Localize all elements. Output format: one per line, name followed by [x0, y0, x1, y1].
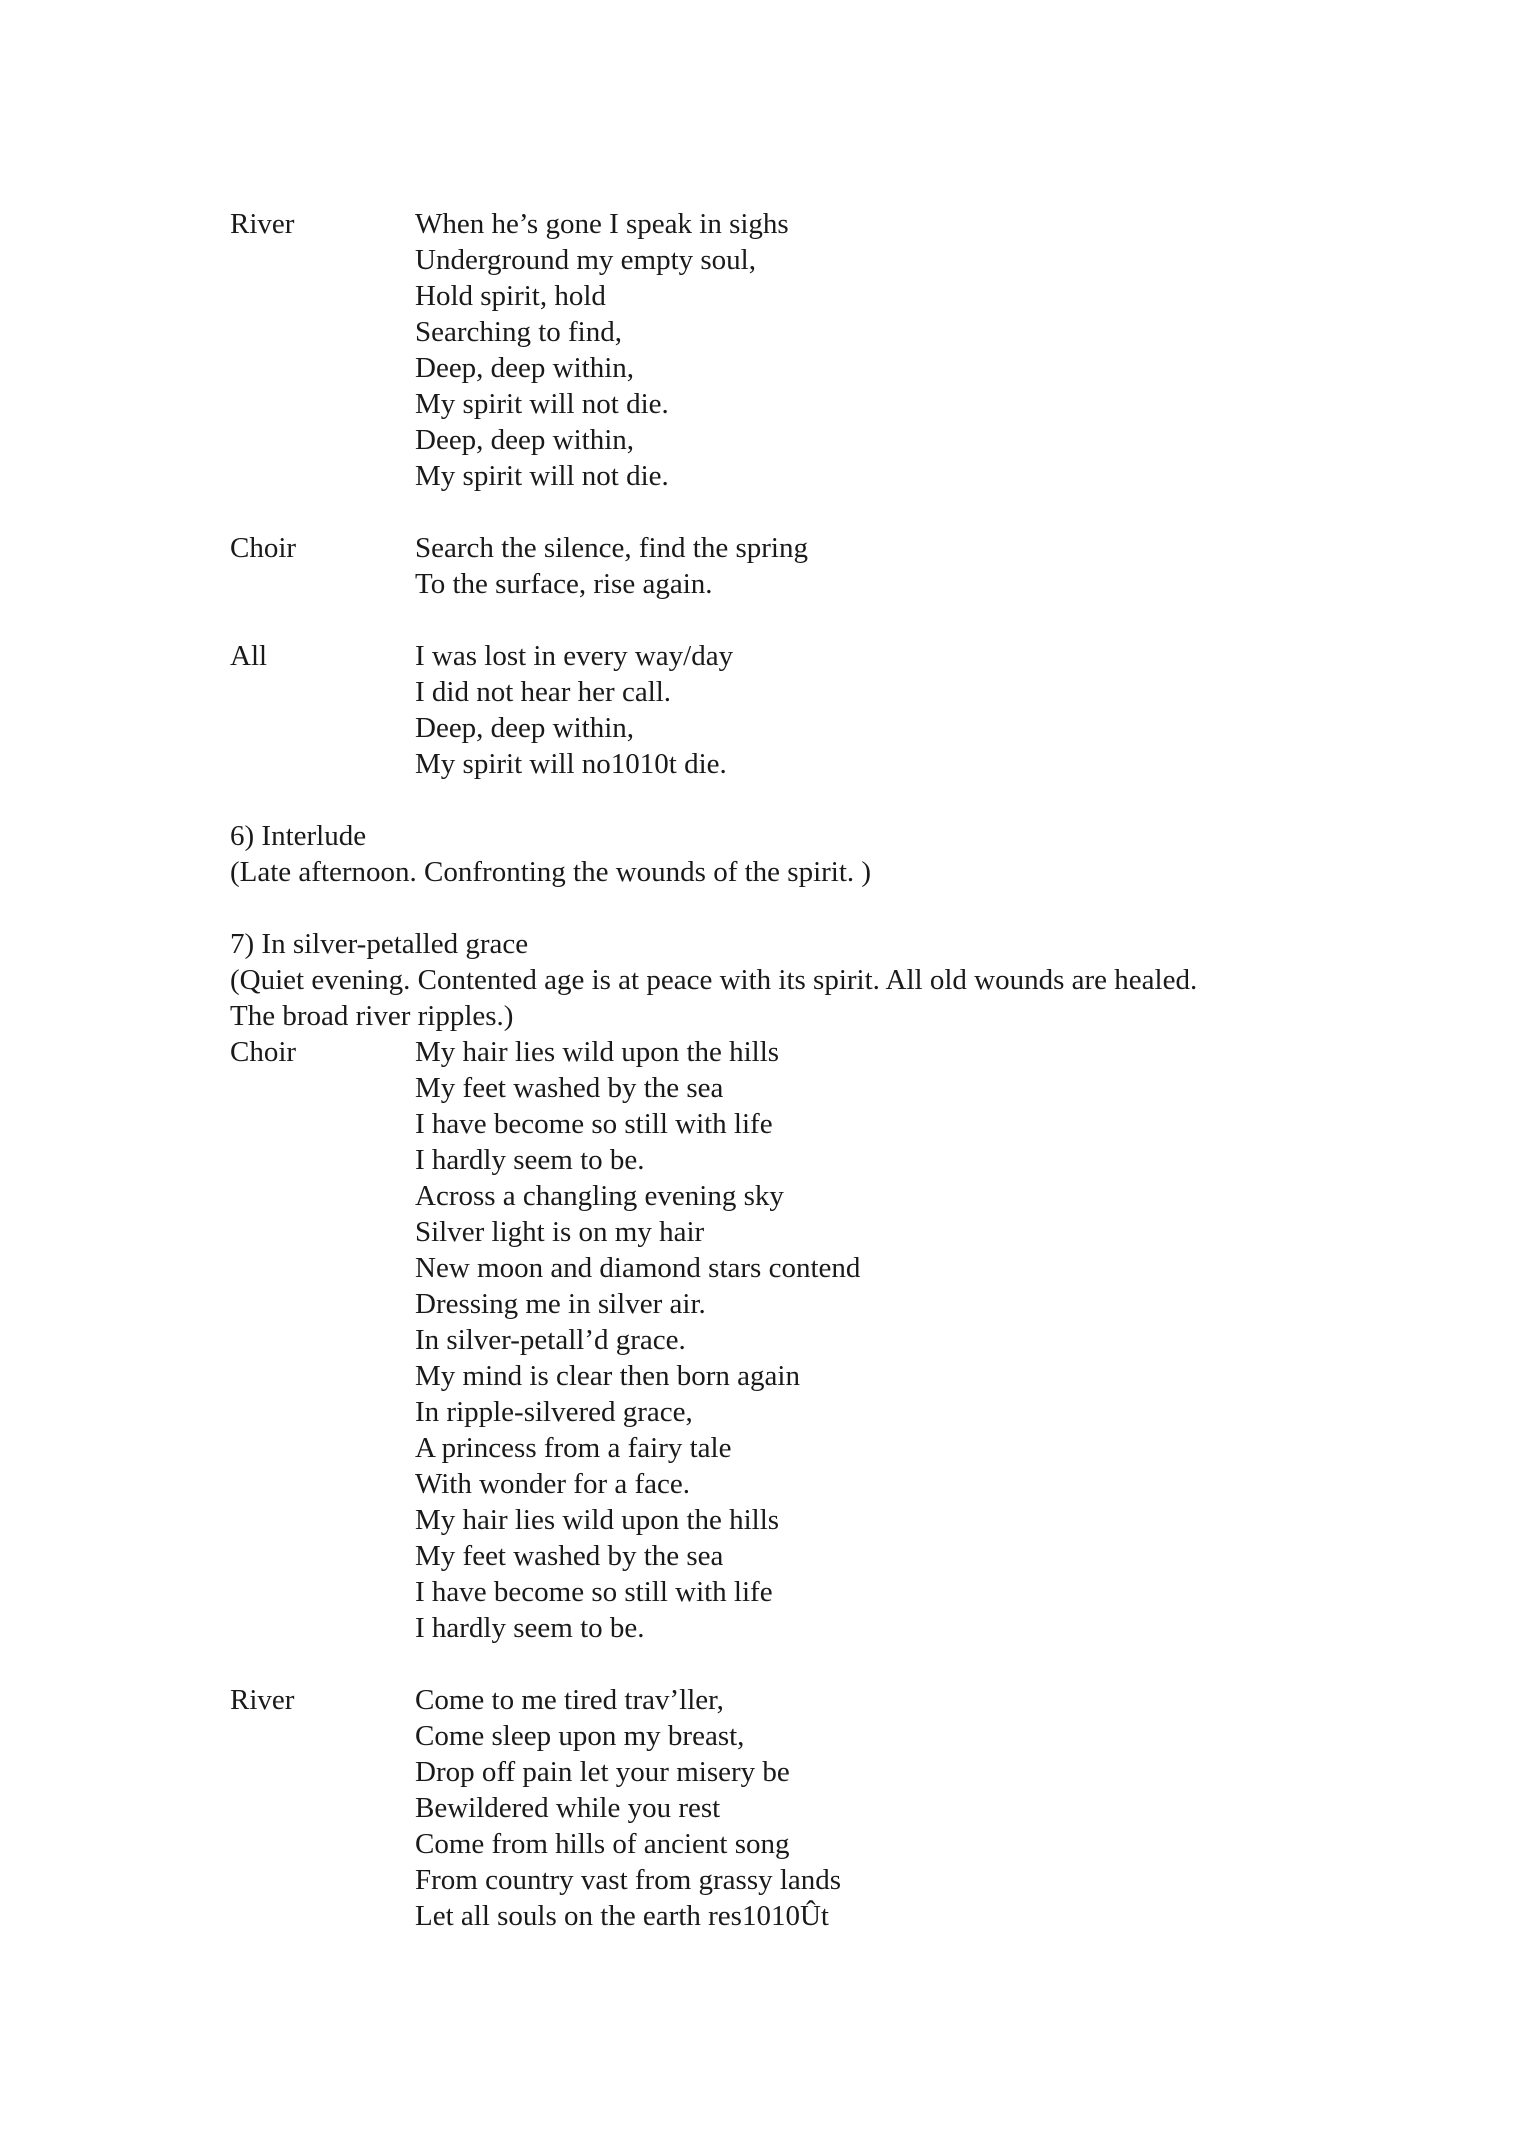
verse-line: When he’s gone I speak in sighs: [415, 208, 789, 240]
verse-lines: [415, 530, 1330, 602]
verse-lines: [415, 1034, 1330, 1646]
verse-line: To the surface, rise again.: [415, 568, 713, 600]
verse-lines: [415, 206, 1330, 494]
document-page: [230, 206, 1330, 1934]
verse-line: Hold spirit, hold: [415, 280, 606, 312]
verse-line: I hardly seem to be.: [415, 1612, 645, 1644]
verse-line: I was lost in every way/day: [415, 640, 734, 672]
verse-choir-1: [230, 530, 1330, 602]
verse-river-1: [230, 206, 1330, 494]
verse-line: Underground my empty soul,: [415, 244, 756, 276]
speaker-label: All: [230, 640, 268, 672]
section-note: (Quiet evening. Contented age is at peace with its spirit. All old wounds are healed. The broad river ripples.): [230, 964, 1198, 1032]
speaker-label: Choir: [230, 532, 297, 564]
blank-line: [230, 1646, 1330, 1682]
verse-line: My hair lies wild upon the hills: [415, 1504, 780, 1536]
speaker-label: River: [230, 1684, 295, 1716]
verse-line: In silver-petall’d grace.: [415, 1324, 686, 1356]
verse-river-2: [230, 1682, 1330, 1934]
blank-line: [230, 602, 1330, 638]
speaker-label: River: [230, 208, 295, 240]
verse-line: Come sleep upon my breast,: [415, 1720, 745, 1752]
verse-line: My spirit will not die.: [415, 460, 669, 492]
section-title: 6) Interlude: [230, 820, 367, 852]
verse-line: From country vast from grassy lands: [415, 1864, 842, 1896]
blank-line: [230, 494, 1330, 530]
verse-line: In ripple-silvered grace,: [415, 1396, 693, 1428]
verse-line: I have become so still with life: [415, 1108, 773, 1140]
verse-line: My spirit will no1010t die.: [415, 748, 727, 780]
verse-line: Search the silence, find the spring: [415, 532, 808, 564]
section-title: 7) In silver-petalled grace: [230, 928, 529, 960]
verse-choir-2: [230, 1034, 1330, 1646]
blank-line: [230, 782, 1330, 818]
verse-line: Across a changling evening sky: [415, 1180, 784, 1212]
verse-line: My feet washed by the sea: [415, 1540, 724, 1572]
verse-line: A princess from a fairy tale: [415, 1432, 732, 1464]
verse-line: Drop off pain let your misery be: [415, 1756, 790, 1788]
verse-line: Bewildered while you rest: [415, 1792, 721, 1824]
verse-line: Deep, deep within,: [415, 352, 635, 384]
verse-line: Searching to find,: [415, 316, 622, 348]
verse-line: My hair lies wild upon the hills: [415, 1036, 780, 1068]
verse-line: Deep, deep within,: [415, 424, 635, 456]
verse-line: New moon and diamond stars contend: [415, 1252, 861, 1284]
verse-line: With wonder for a face.: [415, 1468, 691, 1500]
verse-line: Silver light is on my hair: [415, 1216, 705, 1248]
verse-line: My feet washed by the sea: [415, 1072, 724, 1104]
verse-lines: [415, 1682, 1330, 1934]
verse-line: Come to me tired trav’ller,: [415, 1684, 724, 1716]
speaker-label: Choir: [230, 1036, 297, 1068]
verse-line: My spirit will not die.: [415, 388, 669, 420]
verse-line: My mind is clear then born again: [415, 1360, 800, 1392]
verse-lines: [415, 638, 1330, 782]
verse-all-1: [230, 638, 1330, 782]
verse-line: I did not hear her call.: [415, 676, 672, 708]
verse-line: Let all souls on the earth res1010Ût: [415, 1900, 829, 1932]
section-note: (Late afternoon. Confronting the wounds of the spirit. ): [230, 856, 872, 888]
verse-line: I have become so still with life: [415, 1576, 773, 1608]
blank-line: [230, 890, 1330, 926]
verse-line: Come from hills of ancient song: [415, 1828, 790, 1860]
verse-line: Dressing me in silver air.: [415, 1288, 706, 1320]
verse-line: Deep, deep within,: [415, 712, 635, 744]
verse-line: I hardly seem to be.: [415, 1144, 645, 1176]
